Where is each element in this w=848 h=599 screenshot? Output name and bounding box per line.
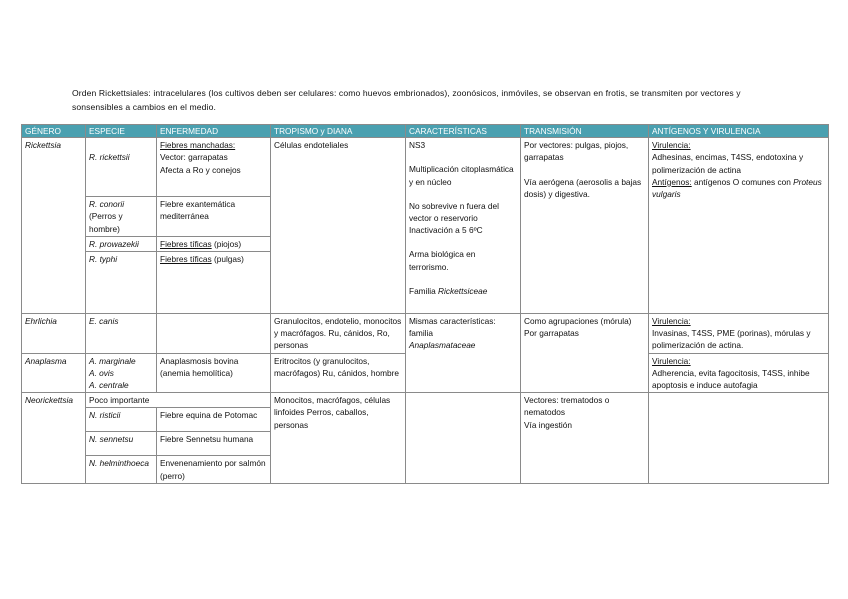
header-transmision: TRANSMISIÓN [521,125,649,138]
header-genero: GÉNERO [22,125,86,138]
neorickettsia-note: Poco importante [86,393,271,408]
table-row [22,314,829,354]
species-cell [86,197,157,237]
table-row [22,393,829,408]
char-line: Arma biológica en terrorismo. [409,249,476,272]
transmission-line: Vía aerógena (aerosolis a bajas dosis) y digestiva. [524,176,642,199]
transmission-line: Vectores: trematodos o nematodos [524,395,610,418]
header-caracteristicas: CARACTERÍSTICAS [406,125,521,138]
char-line: Mismas características: familia [409,316,496,339]
species-e-canis: E. canis [86,314,157,354]
antigens-text: antígenos O comunes con [691,176,794,187]
header-especie: ESPECIE [86,125,157,138]
disease-cell: Fiebre exantemática mediterránea [157,197,271,237]
tropism-ehrlichia: Granulocitos, endotelio, monocitos y macrófagos. Ru, cánidos, Ro, personas [271,314,406,354]
transmission-neorickettsia [521,393,649,484]
transmission-line: Por garrapatas [524,328,579,339]
genus-neorickettsia: Neorickettsia [22,393,86,484]
family-label: Familia [409,285,439,296]
species-r-typhi: R. typhi [86,252,157,314]
disease-cell [157,252,271,314]
virulence-label: Virulencia: [652,140,691,151]
genus-rickettsia: Rickettsia [22,138,86,314]
disease-anaplasma: Anaplasmosis bovina (anemia hemolítica) [157,353,271,393]
antigens-ehrlichia [649,314,829,354]
header-tropismo: TROPISMO y DIANA [271,125,406,138]
tropism-rickettsia: Células endoteliales [271,138,406,314]
disease-underlined: Fiebres tíficas [160,238,212,249]
genus-anaplasma: Anaplasma [22,353,86,393]
virulence-label: Virulencia: [652,355,691,366]
species-r-conorii: R. conorii [89,199,125,210]
char-line: NS3 [409,140,426,151]
species-n-helminthoeca: N. helminthoeca [86,456,157,483]
table-header-row [22,125,829,138]
characteristics-rickettsia [406,138,521,314]
disease-cell: Fiebre Sennetsu humana [157,432,271,456]
disease-cell [157,138,271,197]
antigens-species: Proteus vulgaris [652,176,822,200]
species-a-ovis: A. ovis [89,367,114,378]
antigens-neorickettsia [649,393,829,484]
char-line: Inactivación a 5 6ºC [409,225,483,236]
species-cell [86,353,157,393]
disease-cell: Envenenamiento por salmón (perro) [157,456,271,483]
family-name: Rickettsiceae [438,285,488,296]
char-line: No sobrevive n fuera del vector o reservorio [409,200,499,224]
disease-underlined: Fiebres tíficas [160,254,212,265]
species-n-risticii: N. risticii [86,408,157,432]
transmission-line: Vía ingestión [524,419,572,430]
transmission-line: Como agrupaciones (mórula) [524,316,632,327]
rickettsiales-table [21,124,829,484]
virulence-label: Virulencia: [652,316,691,327]
virulence-text: Adhesinas, encimas, T4SS, endotoxina y polimerización de actina [652,152,804,175]
disease-line: Afecta a Ro y conejos [160,164,241,175]
char-family [409,285,517,297]
tropism-anaplasma: Eritrocitos (y granulocitos, macrófagos) Ru, cánidos, hombre [271,353,406,393]
intro-text: Orden Rickettsiales: intracelulares (los cultivos deben ser celulares: como huevos embrionados), zoonósicos, inmóviles, se observan en frotis, se transmiten por vectores y sonsensibles a cambios en el medio. [72,88,741,112]
antigens-anaplasma [649,353,829,393]
virulence-text: Invasinas, T4SS, PME (porinas), mórulas y polimerización de actina. [652,328,811,351]
species-r-rickettsii: R. rickettsii [89,152,130,163]
species-a-centrale: A. centrale [89,380,129,391]
genus-ehrlichia: Ehrlichia [22,314,86,354]
transmission-rickettsia [521,138,649,314]
disease-cell: Fiebre equina de Potomac [157,408,271,432]
species-r-prowazekii: R. prowazekii [86,236,157,251]
disease-cell [157,236,271,251]
disease-rest: (pulgas) [211,254,244,265]
table-row [22,138,829,197]
species-cell [86,138,157,197]
characteristics-ehrlichia [406,314,521,393]
transmission-ehrlichia [521,314,649,393]
characteristics-neorickettsia [406,393,521,484]
disease-line: Vector: garrapatas [160,152,228,163]
antigens-rickettsia [649,138,829,314]
header-enfermedad: ENFERMEDAD [157,125,271,138]
species-a-marginale: A. marginale [89,355,136,366]
virulence-text: Adherencia, evita fagocitosis, T4SS, inhibe apoptosis e induce autofagia [652,367,810,391]
transmission-line: Por vectores: pulgas, piojos, garrapatas [524,140,629,163]
disease-rest: (piojos) [211,238,242,249]
species-n-sennetsu: N. sennetsu [86,432,157,456]
disease-title: Fiebres manchadas: [160,140,236,151]
antigens-label: Antígenos: [652,176,692,187]
char-line: Multiplicación citoplasmática y en núcleo [409,164,514,187]
tropism-neorickettsia: Monocitos, macrófagos, células linfoides Perros, caballos, personas [271,393,406,484]
char-family: Anaplasmataceae [409,340,476,351]
species-note: (Perros y hombre) [89,211,123,234]
disease-cell [157,314,271,354]
header-antigenos: ANTÍGENOS Y VIRULENCIA [649,125,829,138]
antigens-line [652,176,825,200]
